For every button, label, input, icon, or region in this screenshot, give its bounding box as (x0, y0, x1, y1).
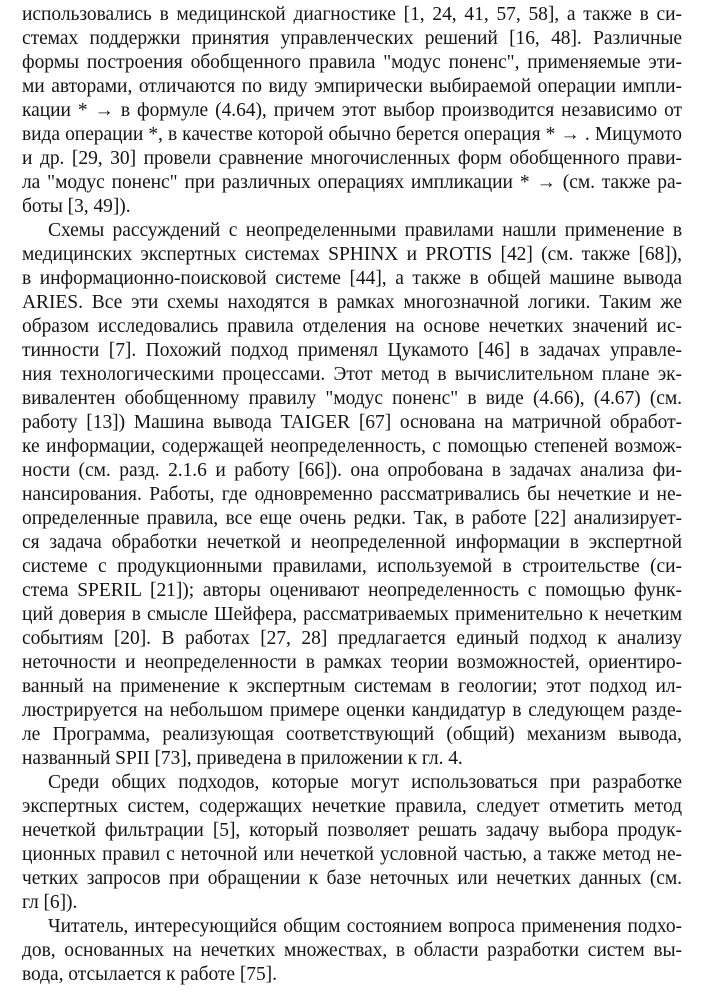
text-line: ния технологическими процессами. Этот метод в вычислительном плане эк- (22, 364, 682, 385)
text-line: нансирования. Работы, где одновременно рассматривались бы нечеткие и не- (22, 484, 682, 505)
text-line: дов, основанных на нечетких множествах, в области разработки систем вы- (22, 940, 682, 961)
text-line: образом исследовались правила отделения на основе нечетких значений ис- (22, 316, 682, 337)
text-line: неточности и неопределенности в рамках теории возможностей, ориентиро- (22, 652, 682, 673)
text-line: системе с продукционными правилами, используемой в строительстве (си- (22, 556, 682, 577)
text-line: Схемы рассуждений с неопределенными правилами нашли применение в (48, 220, 682, 241)
text-line: работу [13]) Машина вывода TAIGER [67] основана на матричной обработ- (22, 412, 682, 433)
text-line: названный SPII [73], приведена в приложении к гл. 4. (22, 748, 463, 769)
text-line: стема SPERIL [21]); авторы оценивают неопределенность с помощью функ- (22, 580, 682, 601)
text-line: использовались в медицинской диагностике [1, 24, 41, 57, 58], а также в си- (22, 4, 682, 25)
text-line: тинности [7]. Похожий подход применял Цукамото [46] в задачах управле- (22, 340, 682, 361)
text-line: вивалентен обобщенному правилу "модус поненс" в виде (4.66), (4.67) (см. (22, 388, 682, 409)
text-line: ке информации, содержащей неопределенность, с помощью степеней возмож- (22, 436, 682, 457)
text-line: Читатель, интересующийся общим состоянием вопроса применения подхо- (48, 916, 682, 937)
text-line: ARIES. Все эти схемы находятся в рамках многозначной логики. Таким же (22, 292, 682, 313)
text-line: ле Программа, реализующая соответствующий (общий) механизм вывода, (22, 724, 682, 745)
text-line: в информационно-поисковой системе [44], а также в общей машине вывода (22, 268, 682, 289)
text-line: событиям [20]. В работах [27, 28] предлагается единый подход к анализу (22, 628, 682, 649)
text-line: боты [3, 49]). (22, 196, 131, 217)
text-line: ционных правил с неточной или нечеткой условной частью, а также метод не- (22, 844, 682, 865)
text-line: нечеткой фильтрации [5], который позволяет решать задачу выбора продук- (22, 820, 682, 841)
text-line: четких запросов при обращении к базе неточных или нечетких данных (см. (22, 868, 682, 889)
text-line: стемах поддержки принятия управленческих решений [16, 48]. Различные (22, 28, 682, 49)
text-line: ми авторами, отличаются по виду эмпирически выбираемой операции импли- (22, 76, 682, 97)
text-line: люстрируется на небольшом примере оценки кандидатур в следующем разде- (22, 700, 682, 721)
text-line: ванный на применение к экспертным системам в геологии; этот подход ил- (22, 676, 682, 697)
text-line: вода, отсылается к работе [75]. (22, 964, 277, 985)
text-line: и др. [29, 30] провели сравнение многочисленных форм обобщенного прави- (22, 148, 682, 169)
text-line: Среди общих подходов, которые могут использоваться при разработке (48, 772, 682, 793)
text-line: ций доверия в смысле Шейфера, рассматриваемых применительно к нечетким (22, 604, 682, 625)
text-line: ся задача обработки нечеткой и неопределенной информации в экспертной (22, 532, 682, 553)
text-line: определенные правила, все еще очень редки. Так, в работе [22] анализирует- (22, 508, 682, 529)
text-line: ла "модус поненс" при различных операциях импликации * → (см. также ра- (22, 172, 682, 193)
text-line: медицинских экспертных системах SPHINX и PROTIS [42] (см. также [68]), (22, 244, 682, 265)
text-line: кации * → в формуле (4.64), причем этот выбор производится независимо от (22, 100, 682, 121)
text-line: формы построения обобщенного правила "модус поненс", применяемые эти- (22, 52, 682, 73)
text-line: вида операции *, в качестве которой обычно берется операция * → . Мицумото (22, 124, 682, 145)
text-line: гл [6]). (22, 892, 78, 913)
text-line: ности (см. разд. 2.1.6 и работу [66]). она опробована в задачах анализа фи- (22, 460, 682, 481)
text-line: экспертных систем, содержащих нечеткие правила, следует отметить метод (22, 796, 682, 817)
